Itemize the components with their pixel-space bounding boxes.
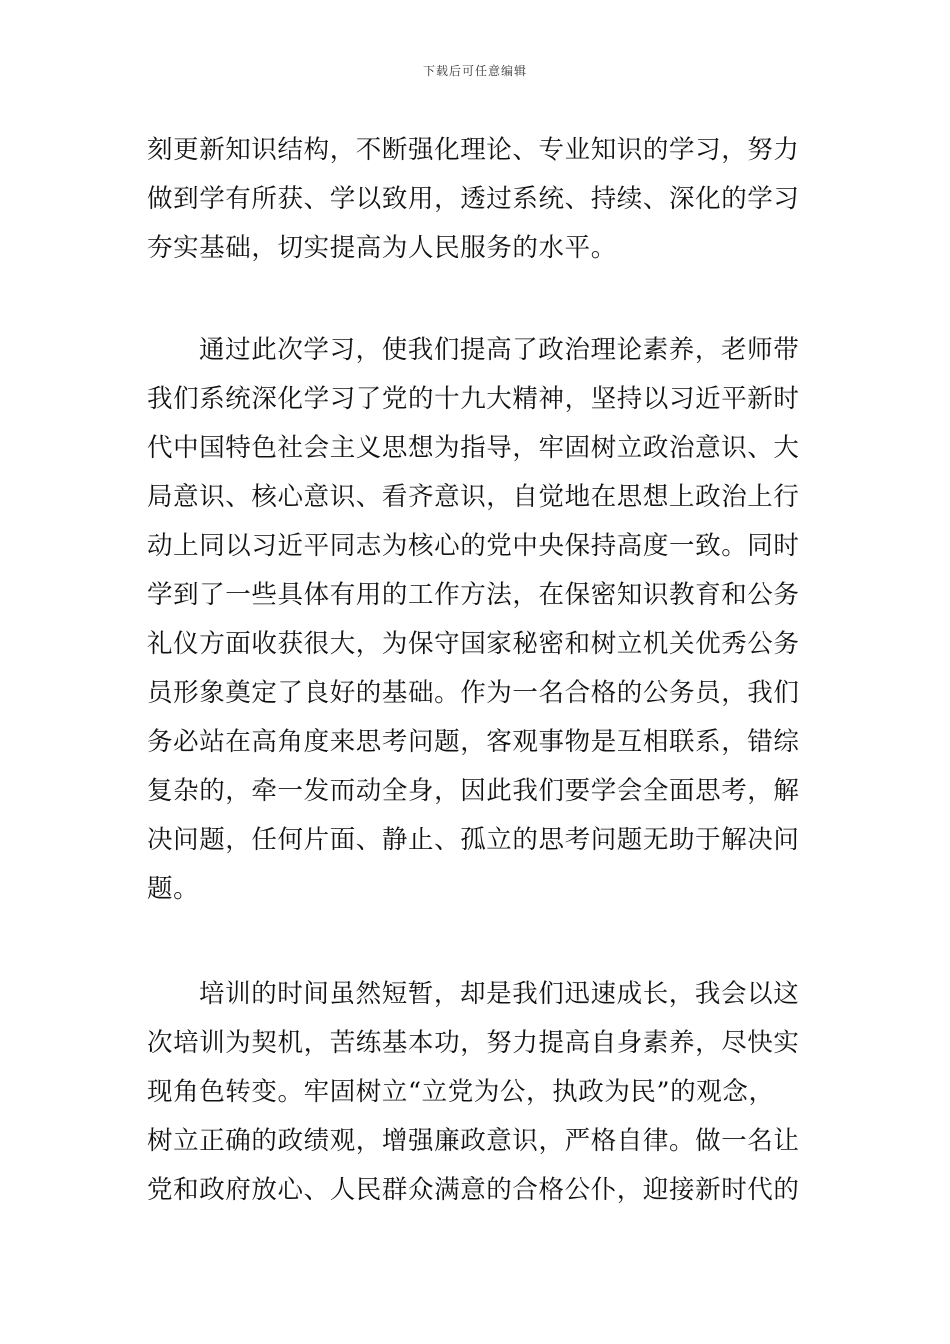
text-line: 培训的时间虽然短暂，却是我们迅速成长，我会以这 — [199, 979, 800, 1009]
text-line: 做到学有所获、学以致用，透过系统、持续、深化的学习 — [147, 184, 800, 214]
paragraph-3 — [147, 970, 807, 1215]
text-line: 礼仪方面收获很大，为保守国家秘密和树立机关优秀公务 — [147, 629, 800, 659]
text-line: 夯实基础，切实提高为人民服务的水平。 — [147, 233, 617, 263]
text-line: 代中国特色社会主义思想为指导，牢固树立政治意识、大 — [147, 433, 800, 463]
text-line: 树立正确的政绩观，增强廉政意识，严格自律。做一名让 — [147, 1126, 800, 1156]
text-line: 局意识、核心意识、看齐意识，自觉地在思想上政治上行 — [147, 482, 800, 512]
text-line: 通过此次学习，使我们提高了政治理论素养，老师带 — [199, 335, 800, 365]
text-line: 刻更新知识结构，不断强化理论、专业知识的学习，努力 — [147, 135, 800, 165]
text-line: 务必站在高角度来思考问题，客观事物是互相联系，错综 — [147, 727, 800, 757]
text-line: 学到了一些具体有用的工作方法，在保密知识教育和公务 — [147, 580, 800, 610]
text-line: 次培训为契机，苦练基本功，努力提高自身素养，尽快实 — [147, 1028, 800, 1058]
text-line: 复杂的，牵一发而动全身，因此我们要学会全面思考，解 — [147, 776, 800, 806]
text-line: 题。 — [147, 874, 200, 904]
paragraph-1 — [147, 126, 807, 273]
text-line: 现角色转变。牢固树立“立党为公，执政为民”的观念， — [147, 1077, 775, 1107]
text-line: 我们系统深化学习了党的十九大精神，坚持以习近平新时 — [147, 384, 800, 414]
download-note: 下载后可任意编辑 — [422, 64, 527, 78]
text-line: 员形象奠定了良好的基础。作为一名合格的公务员，我们 — [147, 678, 800, 708]
text-line: 党和政府放心、人民群众满意的合格公仆，迎接新时代的 — [147, 1175, 800, 1205]
paragraph-2 — [147, 326, 807, 914]
text-line: 动上同以习近平同志为核心的党中央保持高度一致。同时 — [147, 531, 800, 561]
text-line: 决问题，任何片面、静止、孤立的思考问题无助于解决问 — [147, 825, 800, 855]
